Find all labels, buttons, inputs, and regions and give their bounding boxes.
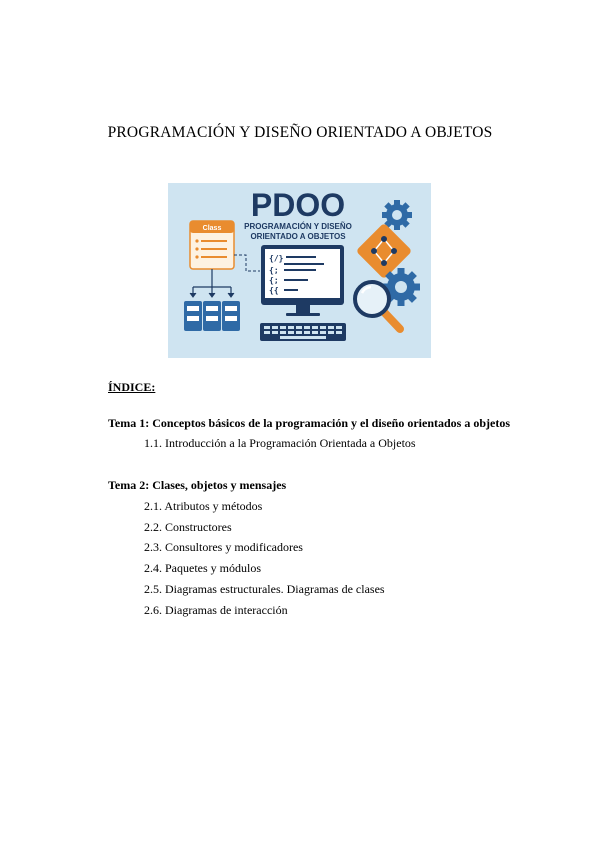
topic-heading: Tema 2: Clases, objetos y mensajes: [108, 478, 287, 492]
cover-subtitle-line2: ORIENTADO A OBJETOS: [250, 232, 346, 241]
index-item: 2.3. Consultores y modificadores: [144, 540, 303, 554]
index-item: 2.4. Paquetes y módulos: [144, 561, 261, 575]
topic-heading: Tema 1: Conceptos básicos de la programación y el diseño orientados a objetos: [108, 416, 510, 430]
page-title: PROGRAMACIÓN Y DISEÑO ORIENTADO A OBJETOS: [107, 124, 493, 141]
cover-image: [168, 183, 431, 358]
keyboard-icon: [260, 323, 346, 341]
cover-logo: PDOO: [250, 187, 346, 223]
svg-text:{;: {;: [269, 266, 279, 275]
svg-text:{{: {{: [269, 286, 279, 295]
index-item: 1.1. Introducción a la Programación Orientada a Objetos: [144, 436, 416, 450]
svg-text:{/}: {/}: [269, 254, 284, 263]
class-card-label: Class: [202, 225, 222, 232]
index-item: 2.2. Constructores: [144, 520, 232, 534]
index-heading: ÍNDICE:: [108, 380, 156, 394]
index-item: 2.1. Atributos y métodos: [144, 499, 263, 513]
index-item: 2.5. Diagramas estructurales. Diagramas de clases: [144, 582, 385, 596]
server-icon: [184, 301, 240, 331]
svg-text:{;: {;: [269, 276, 279, 285]
monitor-icon: [261, 245, 344, 316]
cover-subtitle-line1: PROGRAMACIÓN Y DISEÑO: [244, 222, 352, 231]
index-item: 2.6. Diagramas de interacción: [144, 603, 288, 617]
class-card-icon: [190, 221, 234, 269]
